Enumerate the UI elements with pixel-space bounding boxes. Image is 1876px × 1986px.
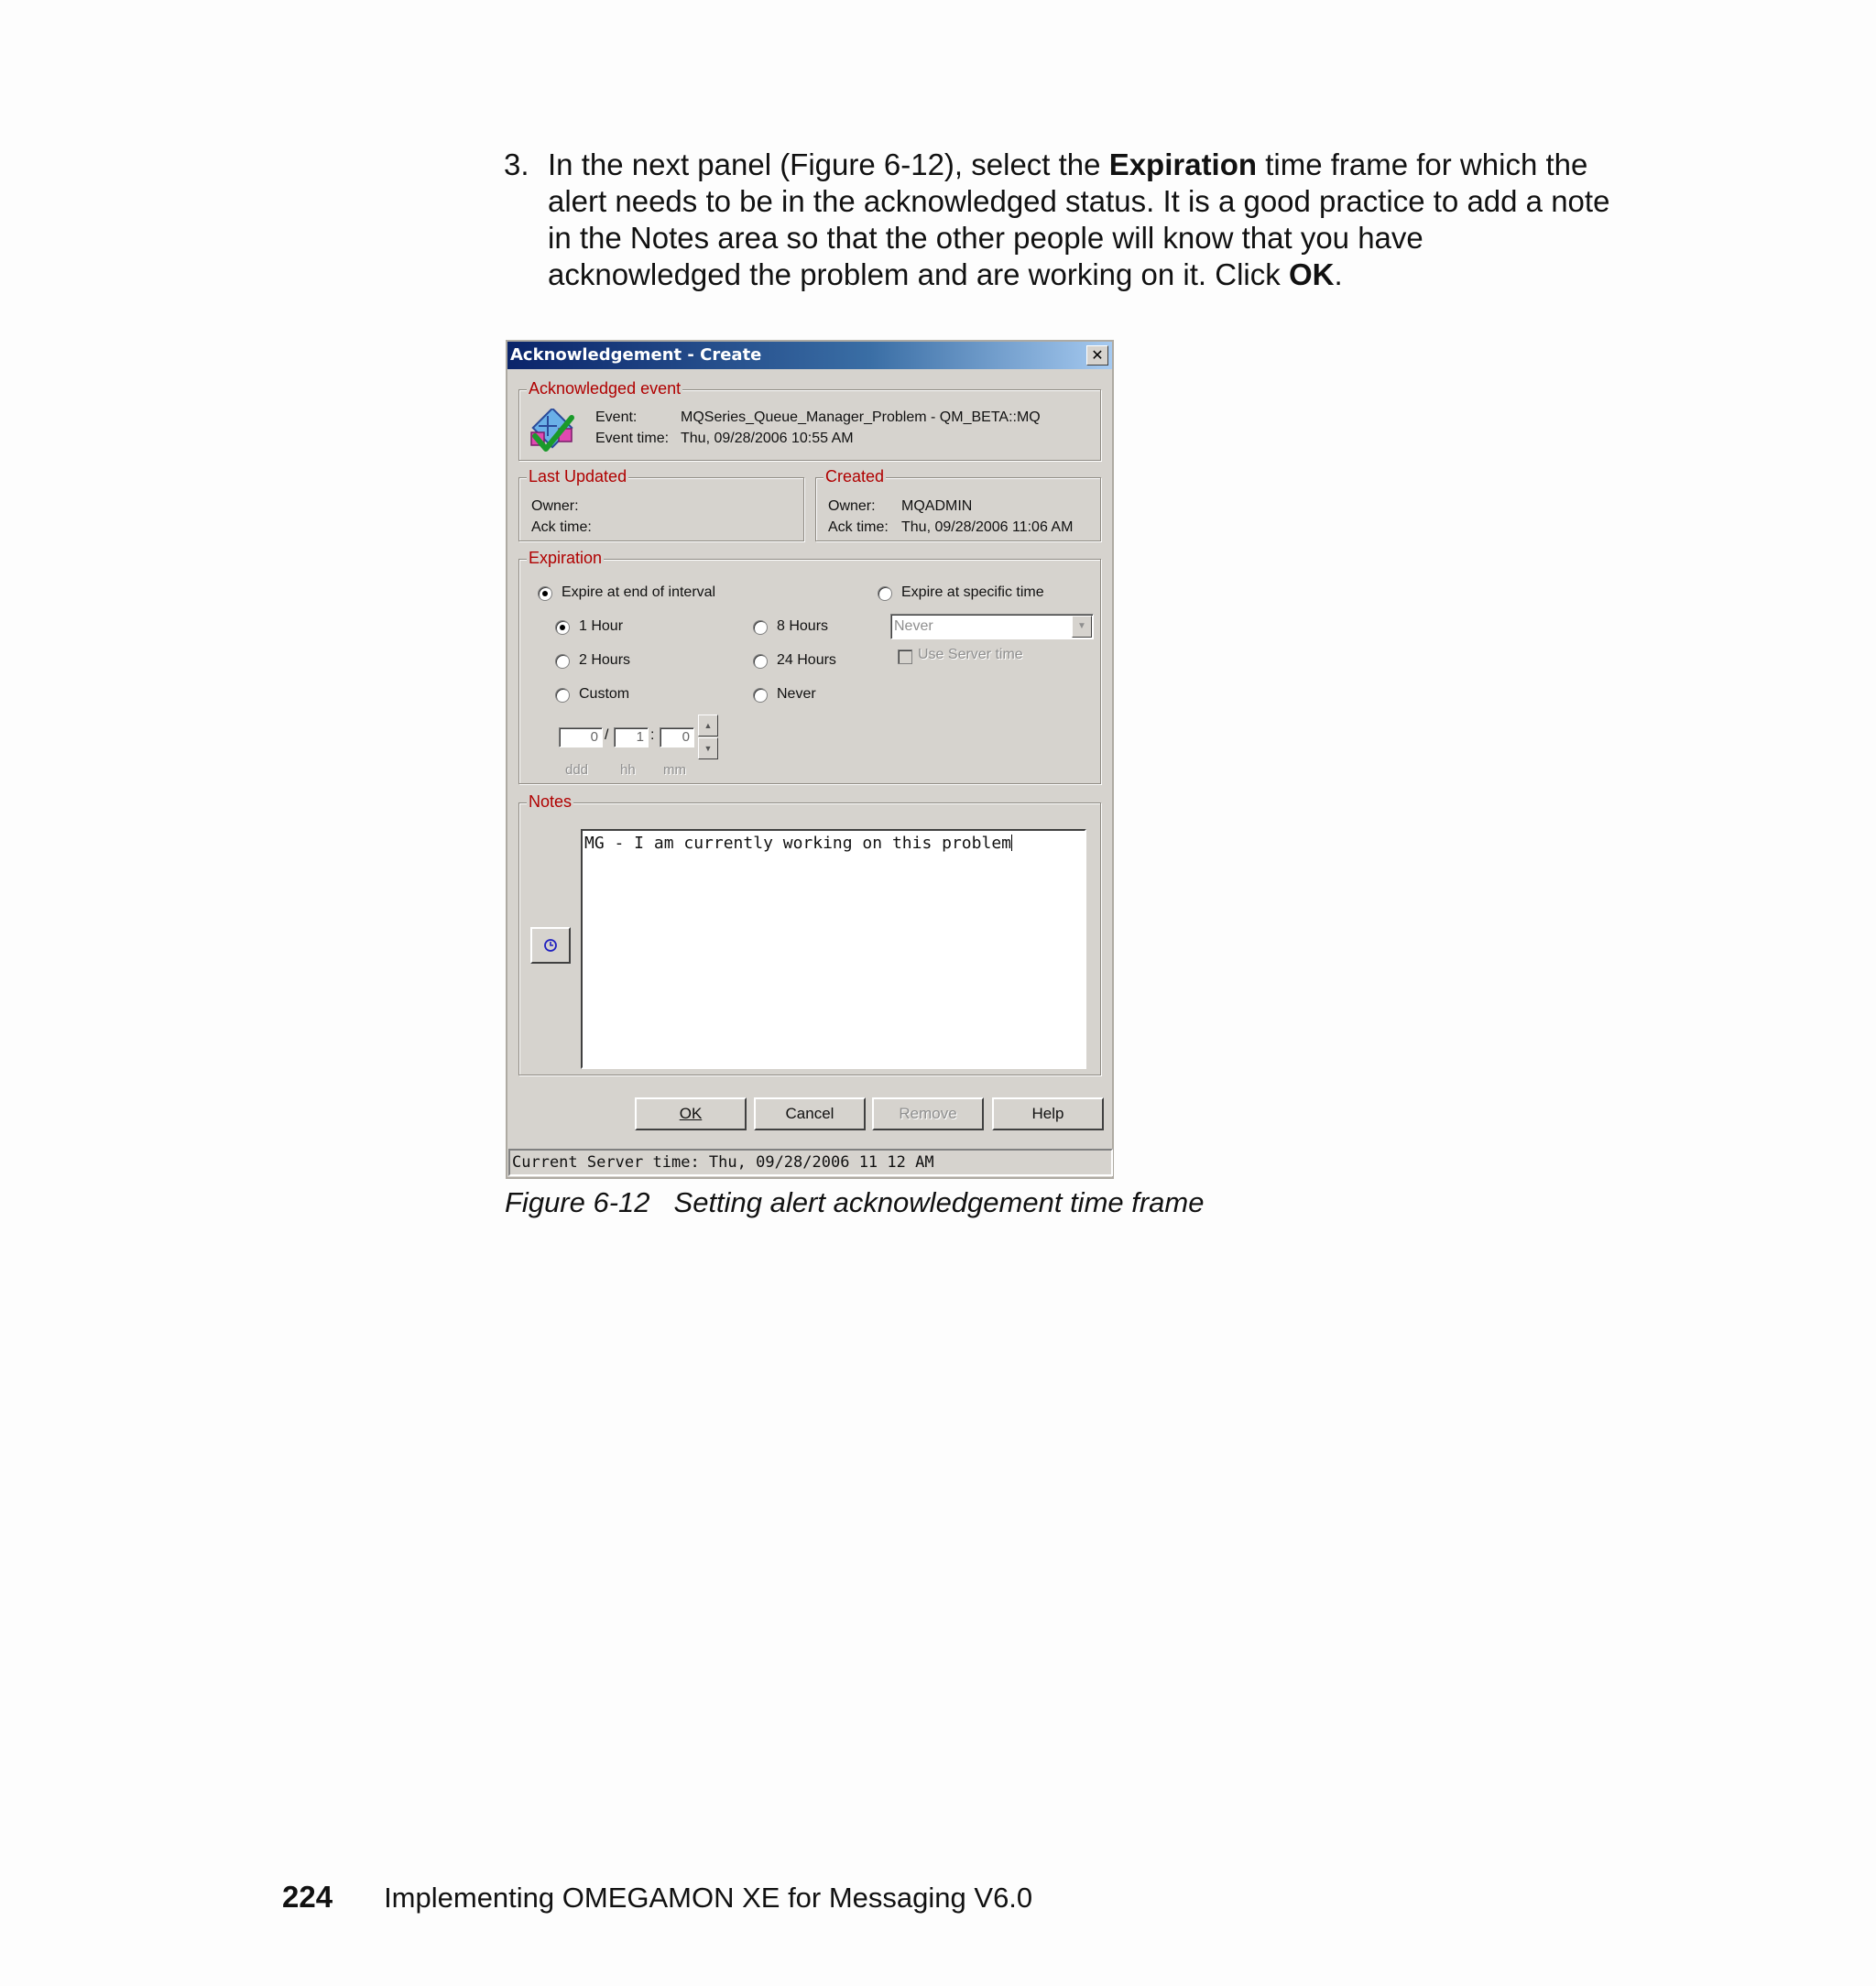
spin-down-icon[interactable]: ▼ bbox=[698, 737, 718, 759]
chevron-down-icon[interactable]: ▼ bbox=[1072, 616, 1092, 638]
book-title: Implementing OMEGAMON XE for Messaging V6.0 bbox=[384, 1882, 1033, 1914]
interval-2-hours-label[interactable]: 2 Hours bbox=[579, 652, 631, 668]
page-footer bbox=[282, 1880, 1032, 1915]
interval-2-hours-radio[interactable] bbox=[555, 654, 570, 669]
interval-never-radio[interactable] bbox=[753, 688, 768, 703]
last-updated-owner-label: Owner: bbox=[531, 498, 579, 514]
page-number: 224 bbox=[282, 1880, 333, 1914]
specific-time-value: Never bbox=[894, 618, 933, 634]
unit-hh-label: hh bbox=[620, 762, 636, 778]
interval-24-hours-label[interactable]: 24 Hours bbox=[777, 652, 836, 668]
figure-label: Figure 6-12 bbox=[505, 1186, 650, 1218]
close-icon[interactable]: ✕ bbox=[1086, 345, 1108, 366]
ok-term: OK bbox=[1288, 257, 1335, 291]
interval-custom-radio[interactable] bbox=[555, 688, 570, 703]
figure-caption bbox=[505, 1186, 1204, 1219]
use-server-time-label[interactable]: Use Server time bbox=[918, 647, 1023, 662]
event-status-icon bbox=[529, 409, 577, 454]
interval-1-hour-label[interactable]: 1 Hour bbox=[579, 618, 624, 634]
event-value: MQSeries_Queue_Manager_Problem - QM_BETA::MQ bbox=[681, 409, 1041, 425]
created-ack-time-value: Thu, 09/28/2006 11:06 AM bbox=[901, 519, 1074, 535]
step-number: 3. bbox=[504, 147, 529, 181]
custom-sep-slash: / bbox=[605, 727, 609, 743]
expire-specific-label[interactable]: Expire at specific time bbox=[901, 584, 1044, 600]
notes-textarea[interactable] bbox=[581, 829, 1086, 1069]
custom-minutes-field[interactable]: 0 bbox=[660, 727, 694, 747]
last-updated-ack-time-label: Ack time: bbox=[531, 519, 592, 535]
interval-24-hours-radio[interactable] bbox=[753, 654, 768, 669]
step-text: In the next panel (Figure 6-12), select the Expiration time frame for which the alert needs to be in the acknowledged status. It is a good practice to add a note in the Notes area so that the other people will know that you have acknowledged the problem and are working on it. Click OK. bbox=[548, 147, 1610, 291]
use-server-time-checkbox[interactable] bbox=[898, 649, 912, 664]
cancel-button[interactable]: Cancel bbox=[754, 1097, 866, 1130]
created-owner-value: MQADMIN bbox=[901, 498, 973, 514]
expire-specific-radio[interactable] bbox=[878, 586, 892, 601]
unit-ddd-label: ddd bbox=[565, 762, 589, 778]
notes-text: MG - I am currently working on this problem bbox=[584, 834, 1011, 853]
spin-up-icon[interactable]: ▲ bbox=[698, 715, 718, 737]
expiration-term: Expiration bbox=[1108, 147, 1258, 181]
interval-never-label[interactable]: Never bbox=[777, 686, 816, 702]
ok-button[interactable]: OK bbox=[635, 1097, 747, 1130]
interval-8-hours-radio[interactable] bbox=[753, 620, 768, 635]
last-updated-legend: Last Updated bbox=[529, 467, 627, 486]
specific-time-select[interactable] bbox=[890, 614, 1094, 639]
figure-title: Setting alert acknowledgement time frame bbox=[673, 1186, 1205, 1218]
custom-sep-colon: : bbox=[650, 727, 655, 743]
interval-8-hours-label[interactable]: 8 Hours bbox=[777, 618, 829, 634]
dialog-titlebar[interactable] bbox=[507, 342, 1112, 369]
help-button[interactable]: Help bbox=[992, 1097, 1104, 1130]
created-legend: Created bbox=[825, 467, 885, 486]
acknowledged-event-legend: Acknowledged event bbox=[529, 379, 682, 398]
insert-timestamp-button[interactable] bbox=[530, 927, 571, 964]
notes-legend: Notes bbox=[529, 792, 573, 811]
created-ack-time-label: Ack time: bbox=[828, 519, 889, 535]
expire-interval-label[interactable]: Expire at end of interval bbox=[562, 584, 716, 600]
server-time-status-bar: Current Server time: Thu, 09/28/2006 11 12 AM bbox=[508, 1149, 1113, 1176]
remove-button[interactable]: Remove bbox=[872, 1097, 984, 1130]
custom-hours-field[interactable]: 1 bbox=[614, 727, 649, 747]
dialog-title: Acknowledgement - Create bbox=[510, 345, 762, 365]
created-owner-label: Owner: bbox=[828, 498, 876, 514]
event-time-value: Thu, 09/28/2006 10:55 AM bbox=[681, 431, 854, 446]
expire-interval-radio[interactable] bbox=[538, 586, 552, 601]
text-caret bbox=[1011, 835, 1012, 851]
custom-days-field[interactable]: 0 bbox=[559, 727, 603, 747]
event-time-label: Event time: bbox=[595, 431, 670, 446]
expiration-legend: Expiration bbox=[529, 549, 603, 567]
unit-mm-label: mm bbox=[663, 762, 686, 778]
clock-icon bbox=[532, 929, 569, 962]
event-label: Event: bbox=[595, 409, 638, 425]
interval-custom-label[interactable]: Custom bbox=[579, 686, 630, 702]
interval-1-hour-radio[interactable] bbox=[555, 620, 570, 635]
